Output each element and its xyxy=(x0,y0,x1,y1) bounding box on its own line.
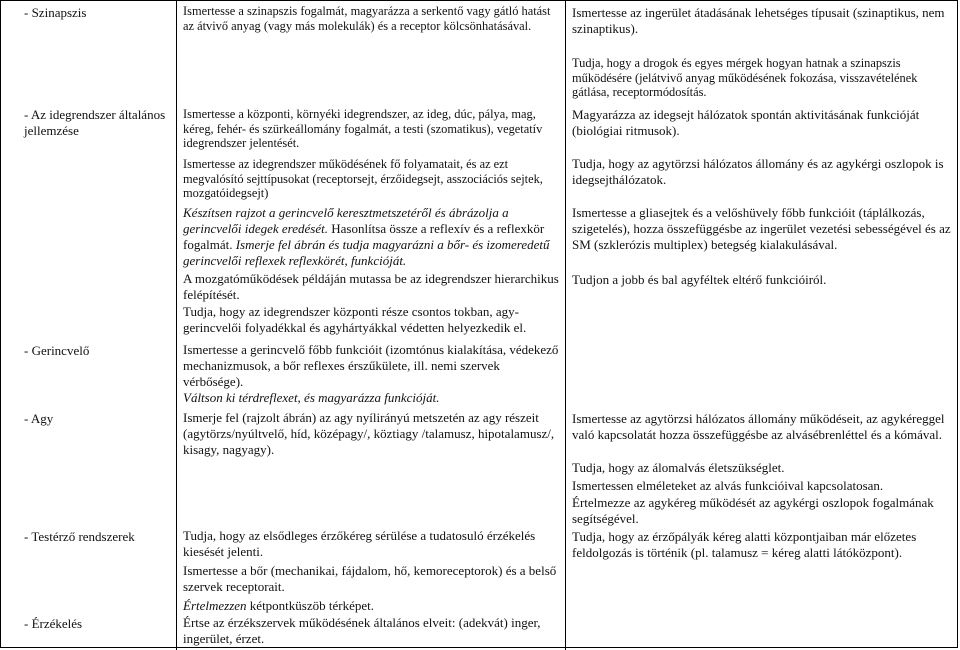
brain-advanced: Ismertesse az agytörzsi hálózatos állomány működéseit, az agykéreggel való kapcsolatát hozza összefüggésbe az alvásébrenléttel és a kómával. xyxy=(572,411,945,442)
nervous-advanced: Ismertesse a gliasejtek és a velőshüvely főbb funkcióit (táplálkozás, szigetelés), hozza összefüggésbe az ingerület vezetési sebességével és az SM (szklerózis multiplex) betegség kialakulásával. xyxy=(572,205,951,252)
spinal-requirement: Váltson ki térdreflexet, és magyarázza funkcióját. xyxy=(183,390,440,405)
topic-somatosensory: - Testérző rendszerek xyxy=(24,529,135,544)
body-text: kétpontküszöb térképet. xyxy=(246,598,374,613)
brain-advanced: Tudja, hogy az álomalvás életszükséglet. xyxy=(572,460,785,475)
nervous-requirement: Ismertesse az idegrendszer működésének fő folyamatait, és az ezt megvalósító sejttípusokat (receptorsejt, érzőidegsejt, asszociációs sejtek, mozgatóidegsejt) xyxy=(183,157,543,200)
nervous-advanced: Tudja, hogy az agytörzsi hálózatos állomány és az agykérgi oszlopok is idegsejthálózatok. xyxy=(572,156,944,187)
spinal-requirement: Ismertesse a gerincvelő főbb funkcióit (izomtónus kialakítása, védekező mechanizmusok, a bőr reflexes érszűkülete, ill. nemi szervek vérbősége). xyxy=(183,342,559,389)
somatosensory-requirement xyxy=(183,598,561,614)
nervous-requirement: Tudja, hogy az idegrendszer központi része csontos tokban, agy-gerincvelői folyadékkal és agyhártyákkal védetten helyezkedik el. xyxy=(183,304,527,335)
somatosensory-requirement: Tudja, hogy az elsődleges érzőkéreg sérülése a tudatosuló érzékelés kiesését jelenti. xyxy=(183,528,536,559)
topic-perception: - Érzékelés xyxy=(24,616,83,631)
topic-nervous-system: - Az idegrendszer általános jellemzése xyxy=(24,107,166,138)
brain-advanced: Értelmezze az agykéreg működését az agykérgi oszlopok fogalmának segítségével. xyxy=(572,495,934,526)
nervous-requirement xyxy=(183,205,561,269)
topic-synapse: - Szinapszis xyxy=(24,5,87,20)
synapse-advanced: Ismertesse az ingerület átadásának lehetséges típusait (szinaptikus, nem szinaptikus). xyxy=(572,5,945,36)
brain-requirement: Ismerje fel (rajzolt ábrán) az agy nyílirányú metszetén az agy részeit (agytörzs/nyúltvelő, híd, középagy/, köztiagy /talamusz, hipotalamusz/, kisagy, nagyagy). xyxy=(183,410,555,457)
nervous-requirement: Ismertesse a központi, környéki idegrendszer, az ideg, dúc, pálya, mag, kéreg, fehér- és szürkeállomány fogalmát, a testi (szomatikus), vegetatív idegrendszer jelentését. xyxy=(183,107,543,150)
synapse-advanced: Tudja, hogy a drogok és egyes mérgek hogyan hatnak a szinapszis működésére (jelátvivő anyag működésének fokozása, visszavételének gátlása, receptormódosítás. xyxy=(572,56,918,99)
italic-text: Készítsen rajzot a gerincvelő keresztmetszetéről és ábrázolja a gerincvelői idegek eredését. xyxy=(183,205,509,236)
column-divider xyxy=(176,0,177,650)
topic-brain: - Agy xyxy=(24,411,54,426)
somatosensory-requirement: Ismertesse a bőr (mechanikai, fájdalom, hő, kemoreceptorok) és a belső szervek receptorait. xyxy=(183,563,557,594)
nervous-requirement: A mozgatóműködések példáján mutassa be az idegrendszer hierarchikus felépítését. xyxy=(183,271,559,302)
italic-text: Ismerje fel ábrán és tudja magyarázni a bőr- és izomeredetű gerincvelői reflexek reflexkörét, funkcióját. xyxy=(183,237,550,268)
perception-requirement: Értse az érzékszervek működésének általános elveit: (adekvát) inger, ingerület, érzet. xyxy=(183,615,541,646)
brain-advanced: Ismertessen elméleteket az alvás funkcióival kapcsolatosan. xyxy=(572,478,884,493)
nervous-advanced: Tudjon a jobb és bal agyféltek eltérő funkcióiról. xyxy=(572,272,827,287)
topic-spinal-cord: - Gerincvelő xyxy=(24,343,90,358)
nervous-advanced: Magyarázza az idegsejt hálózatok spontán aktivitásának funkcióját (biológiai ritmusok). xyxy=(572,107,920,138)
body-text: Hasonlítsa össze a reflexív és a reflexkör fogalmát. xyxy=(183,221,545,252)
italic-text: Értelmezzen xyxy=(183,598,247,613)
synapse-requirement: Ismertesse a szinapszis fogalmát, magyarázza a serkentő vagy gátló hatást az átvivő anyag (vagy más molekulák) és a receptor kölcsönhatásával. xyxy=(183,4,551,33)
somatosensory-advanced: Tudja, hogy az érzőpályák kéreg alatti központjaiban már előzetes feldolgozás is történik (pl. talamusz = kéreg alatti látóközpont). xyxy=(572,529,917,560)
column-divider xyxy=(565,0,566,650)
